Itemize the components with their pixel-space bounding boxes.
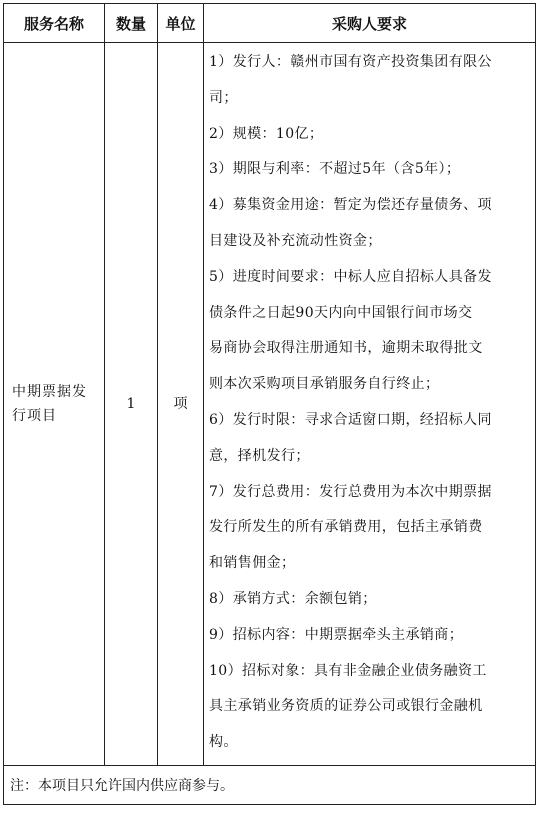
requirement-line: 则本次采购项目承销服务自行终止； [209,376,440,393]
service-name: 中期票据发行项目 [12,383,87,424]
quantity-cell: 1 [105,43,158,766]
requirement-line: 发行所发生的所有承销费用，包括主承销费 [209,519,483,536]
requirement-line: 意，择机发行； [209,447,310,464]
requirement-line: 8）承销方式：余额包销； [209,590,377,607]
requirement-line: 债条件之日起90天内向中国银行间市场交 [209,304,473,321]
requirement-line: 和销售佣金； [209,555,296,572]
requirement-line: 具主承销业务资质的证券公司或银行金融机 [209,698,483,715]
requirement-line: 构。 [209,734,238,751]
procurement-table [3,3,536,805]
requirement-line: 1）发行人：赣州市国有资产投资集团有限公 [209,54,492,70]
requirement-line: 7）发行总费用：发行总费用为本次中期票据 [209,483,492,500]
requirement-line: 2）规模：10亿； [209,125,324,142]
requirement-line: 6）发行时限：寻求合适窗口期，经招标人同 [209,411,492,428]
requirement-line: 9）招标内容：中期票据牵头主承销商； [209,626,464,643]
header-requirements: 采购人要求 [204,4,536,43]
header-row [4,4,536,43]
requirement-line: 5）进度时间要求：中标人应自招标人具备发 [209,268,492,285]
requirement-line: 易商协会取得注册通知书，逾期未取得批文 [209,340,483,357]
requirements-list [209,45,531,761]
service-name-cell [4,43,105,766]
requirement-line: 4）募集资金用途：暂定为偿还存量债务、项 [209,197,492,214]
requirement-line: 目建设及补充流动性资金； [209,232,382,249]
requirement-line: 3）期限与利率：不超过5年（含5年）； [209,161,461,178]
unit-cell: 项 [158,43,204,766]
requirement-line: 10）招标对象：具有非金融企业债务融资工 [209,662,487,679]
note: 注：本项目只允许国内供应商参与。 [4,765,536,804]
header-quantity: 数量 [105,4,158,43]
requirements-cell [204,43,536,766]
note-row [4,765,536,804]
requirement-line: 司； [209,89,238,106]
table-row [4,43,536,766]
header-unit: 单位 [158,4,204,43]
header-service-name: 服务名称 [4,4,105,43]
